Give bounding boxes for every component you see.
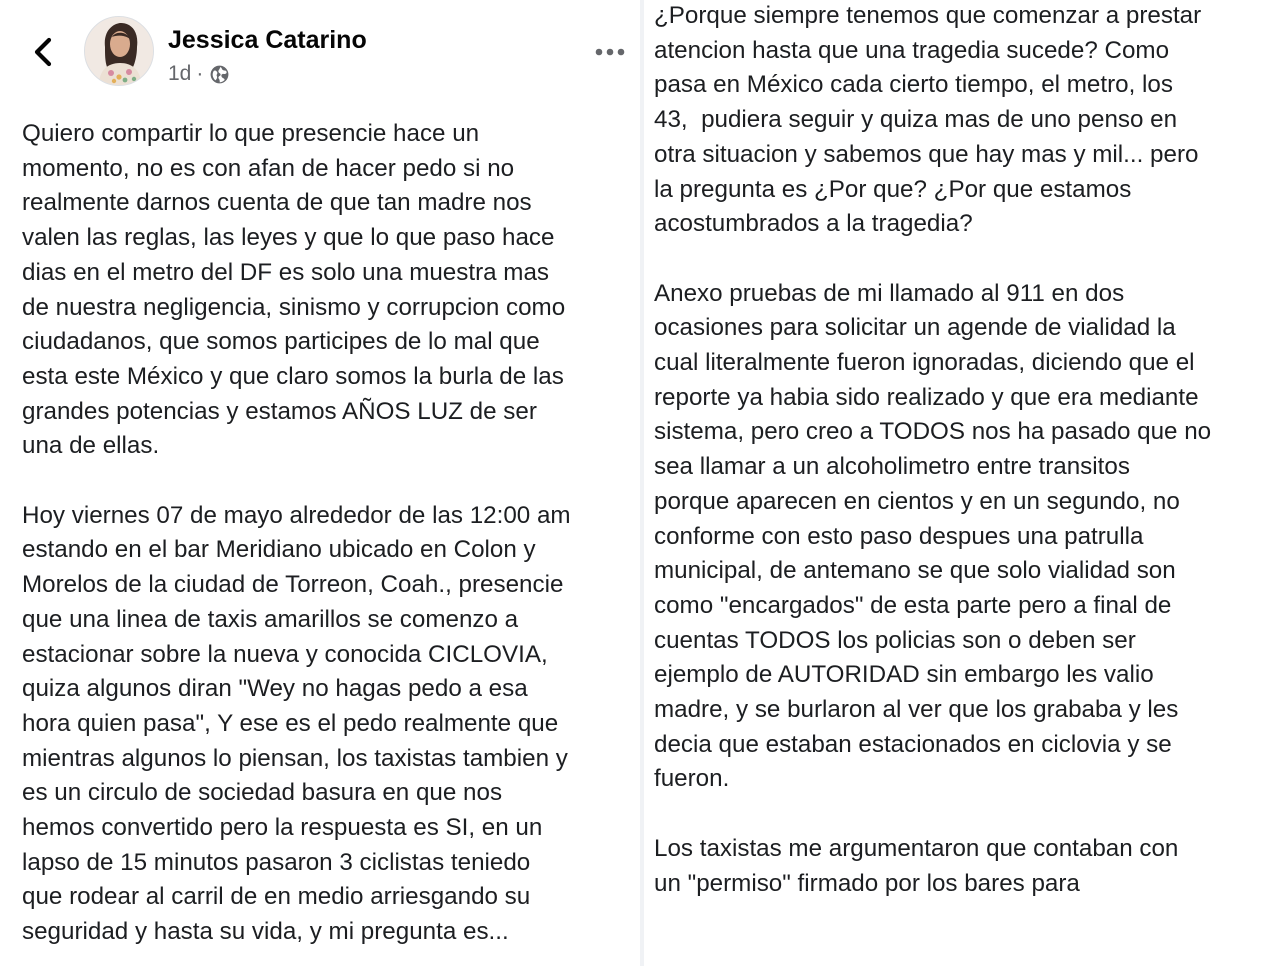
more-options-button[interactable] xyxy=(590,38,630,66)
post-body-text-continued: ¿Porque siempre tenemos que comenzar a prestar atencion hasta que una tragedia sucede? Como pasa en México cada cierto tiempo, el metro, los 43, pudiera seguir y quiza mas de uno penso en otra situacion y sabemos que hay mas y mil... pero la pregunta es ¿Por que? ¿Por que estamos acostumbrados a la tragedia? Anexo pruebas de mi llamado al 911 en dos ocasiones para solicitar un agende de vialidad la cual literalmente fueron ignoradas, diciendo que el reporte ya habia sido realizado y que era mediante sistema, pero creo a TODOS nos ha pasado que no sea llamar a un alcoholimetro entre transitos porque aparecen en cientos y en un segundo, no conforme con esto paso despues una patrulla municipal, de antemano se que solo vialidad son como "encargados" de esta parte pero a final de cuentas TODOS los policias son o deben ser ejemplo de AUTORIDAD sin embargo les valio madre, y se burlaron al ver que los grababa y les decia que estaban estacionados en ciclovia y se fueron. Los taxistas me argumentaron que contaban con un "permiso" firmado por los bares para xyxy=(654,2,1212,897)
post-body-text: Quiero compartir lo que presencie hace un momento, no es con afan de hacer pedo si no realmente darnos cuenta de que tan madre nos valen las reglas, las leyes y que lo que paso hace dias en el metro del DF es solo una muestra mas de nuestra negligencia, sinismo y corrupcion como ciudadanos, que somos participes de lo mal que esta este México y que claro somos la burla de las grandes potencias y estamos AÑOS LUZ de ser una de ellas. Hoy viernes 07 de mayo alrededor de las 12:00 am estando en el bar Meridiano ubicado en Colon y Morelos de la ciudad de Torreon, Coah., presencie que una linea de taxis amarillos se comenzo a estacionar sobre la nueva y conocida CICLOVIA, quiza algunos diran "Wey no hagas pedo a esa hora quien pasa", Y ese es el pedo realmente que mientras algunos lo piensan, los taxistas tambien y es un circulo de sociedad basura en que nos hemos convertido pero la respuesta es SI, en un lapso de 15 minutos pasaron 3 ciclistas teniedo que rodear al carril de en medio arriesgando su seguridad y hasta su vida, y mi pregunta es... xyxy=(22,120,571,946)
chevron-left-icon xyxy=(30,36,54,68)
meta-separator: · xyxy=(196,62,204,85)
post-timestamp[interactable]: 1d xyxy=(168,62,192,85)
more-horizontal-icon xyxy=(594,47,626,57)
post-meta xyxy=(168,62,230,86)
profile-photo xyxy=(85,17,153,85)
author-name[interactable]: Jessica Catarino xyxy=(168,26,367,54)
back-button[interactable] xyxy=(22,30,62,74)
right-screenshot-panel xyxy=(644,0,1280,966)
author-avatar[interactable] xyxy=(84,16,154,86)
post-header xyxy=(0,0,640,110)
globe-icon[interactable] xyxy=(209,64,230,85)
